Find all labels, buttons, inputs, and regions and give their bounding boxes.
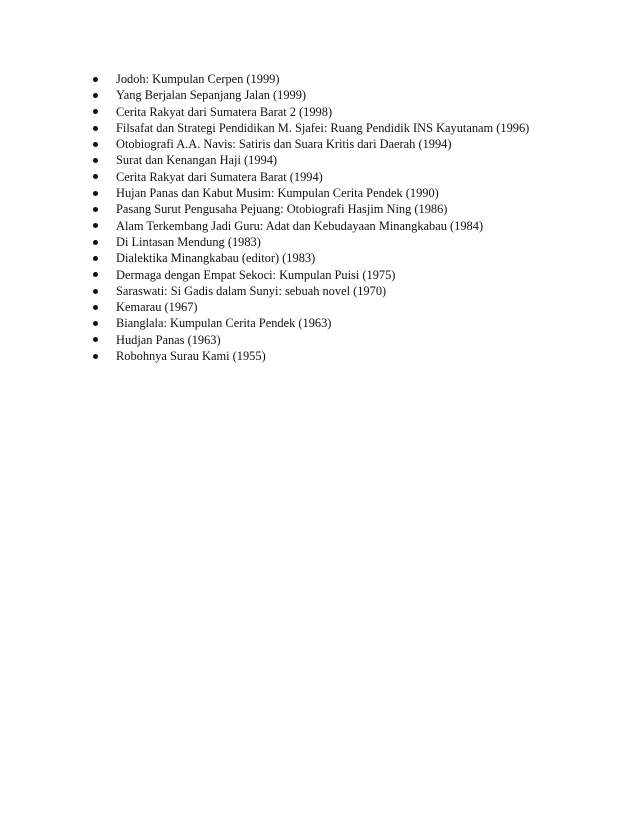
bullet-icon [93,321,98,326]
bullet-icon [93,305,98,310]
list-item [90,136,610,152]
list-item-text: Bianglala: Kumpulan Cerita Pendek (1963) [116,316,332,331]
bullet-icon [93,158,98,163]
list-item [90,201,610,217]
list-item-text: Cerita Rakyat dari Sumatera Barat 2 (1998) [116,104,333,119]
bullet-icon [93,223,98,228]
bullet-icon [93,191,98,196]
bullet-icon [93,354,98,359]
list-item [90,120,610,136]
list-item-text: Saraswati: Si Gadis dalam Sunyi: sebuah novel (1970) [116,283,387,298]
list-item-text: Pasang Surut Pengusaha Pejuang: Otobiografi Hasjim Ning (1986) [116,202,448,217]
list-item-text: Alam Terkembang Jadi Guru: Adat dan Kebudayaan Minangkabau (1984) [116,218,484,233]
list-item [90,332,610,348]
list-item [90,234,610,250]
list-item [90,299,610,315]
list-item [90,315,610,331]
bullet-icon [93,126,98,131]
list-item-text: Hujan Panas dan Kabut Musim: Kumpulan Cerita Pendek (1990) [116,186,439,201]
list-item [90,250,610,266]
bullet-icon [93,289,98,294]
bullet-icon [93,256,98,261]
list-item-text: Dialektika Minangkabau (editor) (1983) [116,251,316,266]
bullet-icon [93,174,98,179]
list-item-text: Dermaga dengan Empat Sekoci: Kumpulan Puisi (1975) [116,267,396,282]
list-item-text: Surat dan Kenangan Haji (1994) [116,153,278,168]
list-item [90,218,610,234]
list-item-text: Hudjan Panas (1963) [116,332,221,347]
list-item [90,87,610,103]
list-item [90,104,610,120]
bullet-icon [93,240,98,245]
list-item-text: Robohnya Surau Kami (1955) [116,349,266,364]
bullet-icon [93,207,98,212]
list-item-text: Kemarau (1967) [116,300,198,315]
list-item [90,283,610,299]
list-item-text: Cerita Rakyat dari Sumatera Barat (1994) [116,169,323,184]
list-item [90,185,610,201]
bullet-icon [93,93,98,98]
bibliography-list [90,71,610,364]
list-item [90,169,610,185]
list-item-text: Jodoh: Kumpulan Cerpen (1999) [116,72,280,86]
bullet-icon [93,77,98,82]
list-item [90,348,610,364]
bullet-icon [93,337,98,342]
list-item [90,71,610,87]
list-item-text: Filsafat dan Strategi Pendidikan M. Sjafei: Ruang Pendidik INS Kayutanam (1996) [116,120,530,135]
list-item [90,267,610,283]
list-item-text: Yang Berjalan Sepanjang Jalan (1999) [116,88,307,103]
bullet-icon [93,109,98,114]
bullet-icon [93,272,98,277]
list-item-text: Otobiografi A.A. Navis: Satiris dan Suara Kritis dari Daerah (1994) [116,137,452,152]
bullet-icon [93,142,98,147]
list-item-text: Di Lintasan Mendung (1983) [116,234,261,249]
list-item [90,152,610,168]
